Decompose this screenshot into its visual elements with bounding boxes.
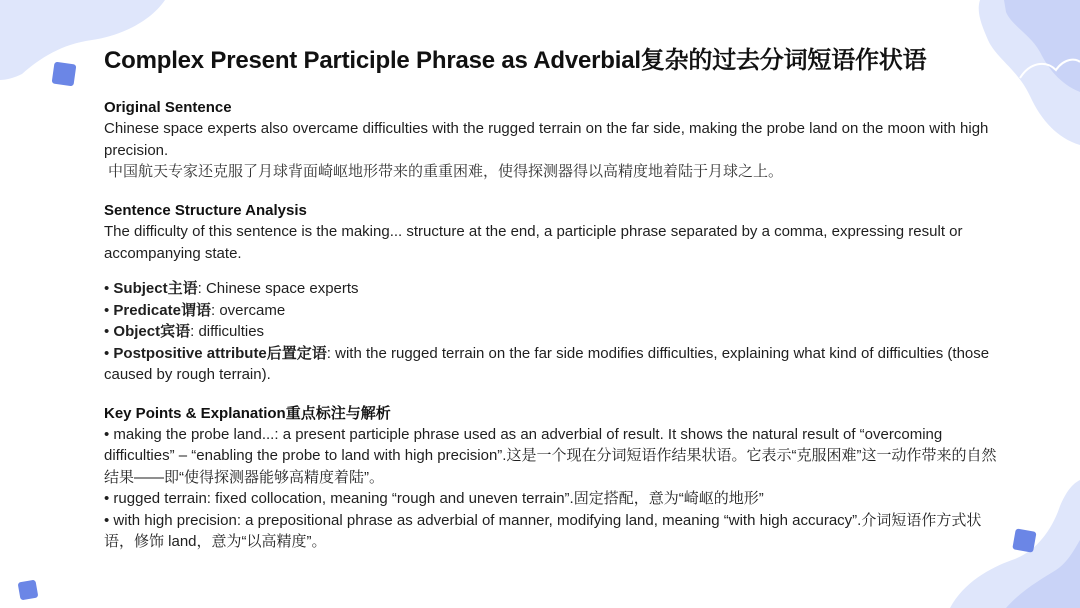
key-points-heading: Key Points & Explanation重点标注与解析 bbox=[104, 404, 391, 422]
top-left-square bbox=[50, 60, 80, 90]
original-sentence-heading: Original Sentence bbox=[104, 99, 232, 116]
original-sentence-section bbox=[104, 97, 1004, 182]
component-text: overcame bbox=[219, 301, 286, 319]
component-object: • Object宾语: difficulties bbox=[104, 323, 265, 340]
component-postpositive-attribute: • Postpositive attribute后置定语: with the rugged terrain on the far side modifies difficulties, explaining what kind of difficulties (those caused by rough terrain). bbox=[104, 344, 990, 383]
key-points-section bbox=[104, 403, 1004, 553]
component-text: with the rugged terrain on the far side modifies difficulties, explaining what kind of difficulties (those caused by rough terrain). bbox=[104, 344, 990, 383]
component-text: Chinese space experts bbox=[205, 280, 359, 297]
components-list bbox=[104, 278, 1004, 386]
component-label: Object宾语 bbox=[113, 323, 191, 340]
component-label: Subject主语 bbox=[113, 280, 198, 297]
key-point-item: • with high precision: a prepositional phrase as adverbial of manner, modifying land, meaning “with high accuracy”.介词短语作方式状语，修饰 land，意为“以高精度”。 bbox=[104, 511, 982, 550]
page-title: Complex Present Participle Phrase as Adverbial复杂的过去分词短语作状语 bbox=[104, 47, 927, 74]
original-sentence-chinese: 中国航天专家还克服了月球背面崎岖地形带来的重重困难，使得探测器得以高精度地着陆于月球之上。 bbox=[108, 163, 784, 180]
component-text: difficulties bbox=[198, 323, 265, 340]
component-label: Predicate谓语 bbox=[113, 301, 211, 319]
key-point-item: • making the probe land...: a present participle phrase used as an adverbial of result. It shows the natural result of “overcoming difficulties” – “enabling the probe to land with high precision”.这是一个现在分词短语作结果状语。它表示“克服困难”这一动作带来的自然结果——即“使得探测器能够高精度着陆”。 bbox=[104, 425, 997, 486]
component-separator: : bbox=[190, 323, 199, 340]
structure-analysis-text: The difficulty of this sentence is the making... structure at the end, a participle phrase separated by a comma, expressing result or accompanying state. bbox=[104, 223, 963, 262]
original-sentence-english: Chinese space experts also overcame difficulties with the rugged terrain on the far side, making the probe land on the moon with high precision. bbox=[104, 120, 989, 159]
component-separator: : bbox=[197, 280, 206, 297]
component-separator: : bbox=[326, 344, 336, 362]
bottom-left-square bbox=[16, 578, 42, 604]
component-predicate: • Predicate谓语: overcame bbox=[104, 301, 286, 319]
structure-analysis-section bbox=[104, 200, 1004, 264]
component-subject: • Subject主语: Chinese space experts bbox=[104, 280, 359, 297]
component-label: Postpositive attribute后置定语 bbox=[113, 344, 327, 362]
structure-analysis-heading: Sentence Structure Analysis bbox=[104, 202, 307, 219]
slide-content bbox=[104, 40, 1004, 553]
key-point-item: • rugged terrain: fixed collocation, meaning “rough and uneven terrain”.固定搭配，意为“崎岖的地形” bbox=[104, 490, 764, 507]
component-separator: : bbox=[210, 301, 220, 319]
bottom-right-square bbox=[1010, 526, 1040, 556]
